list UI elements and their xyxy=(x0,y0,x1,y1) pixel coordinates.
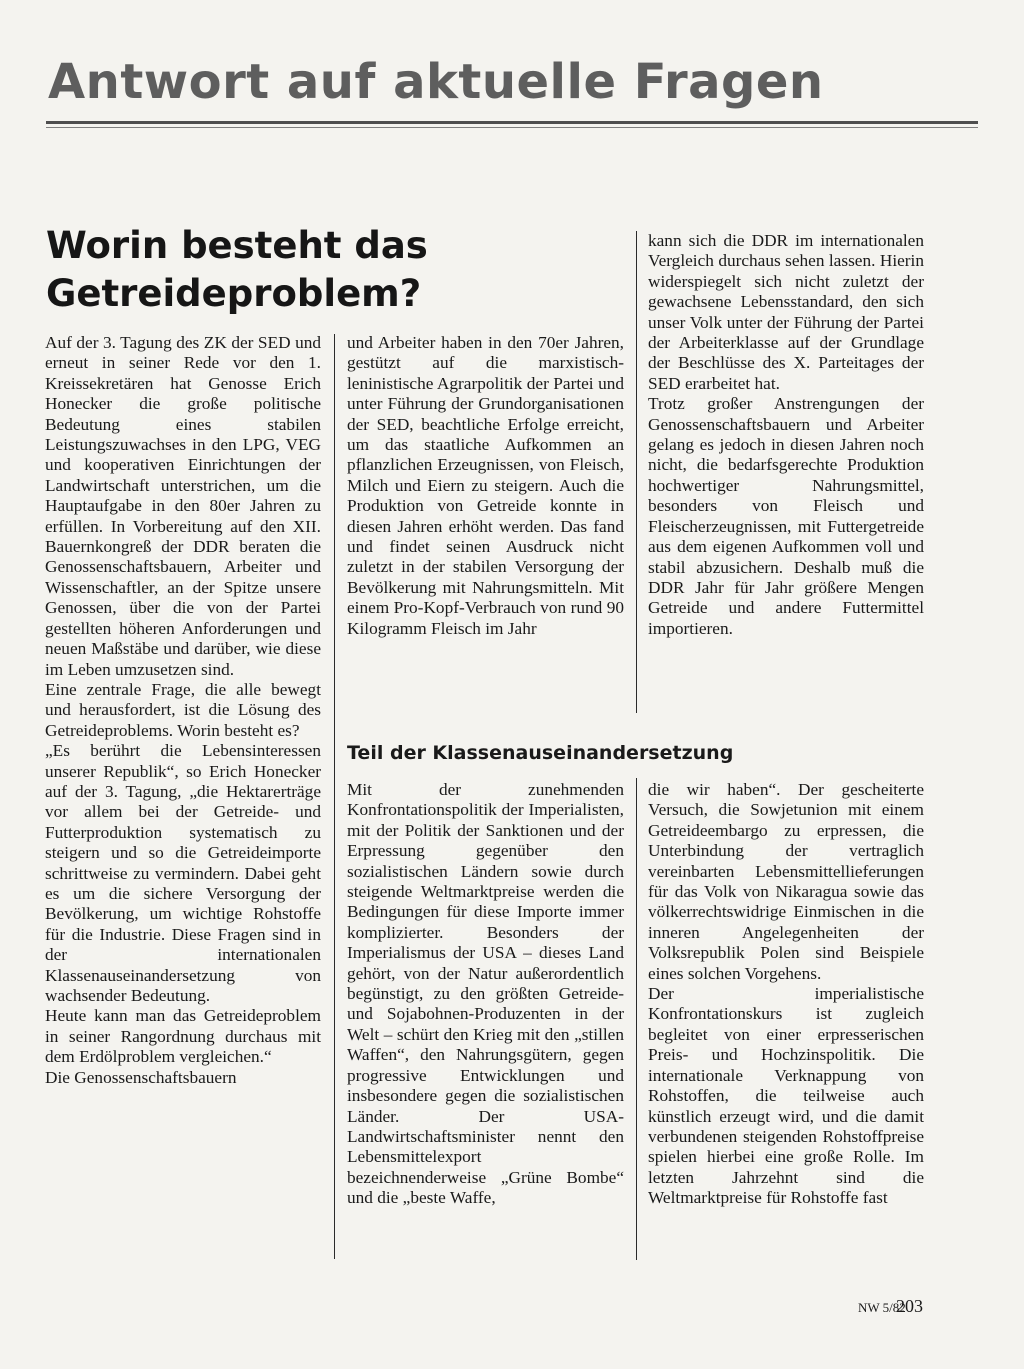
paragraph: Heute kann man das Getreideproblem in seiner Rangordnung durchaus mit dem Erdölproblem vergleichen.“ xyxy=(45,1006,321,1067)
page-number: 203 xyxy=(896,1296,923,1316)
paragraph: Auf der 3. Tagung des ZK der SED und erneut in seiner Rede vor den 1. Kreissekretären hat Genosse Erich Honecker die große politische Bedeutung eines stabilen Leistungszuwachses in den LPG, VEG und kooperativen Einrichtungen der Landwirtschaft unterstrichen, um die Hauptaufgabe in den 80er Jahren zu erfüllen. In Vorbereitung auf den XII. Bauernkongreß der DDR beraten die Genossenschaftsbauern, Arbeiter und Wissenschaftler, an der Spitze unsere Genossen, über die von der Partei gestellten höheren Anforderungen und neuen Maßstäbe und darüber, wie diese im Leben umzusetzen sind. xyxy=(45,333,321,679)
paragraph: Eine zentrale Frage, die alle bewegt und herausfordert, ist die Lösung des Getreideproblems. Worin besteht es? xyxy=(45,679,321,740)
header-rule-thin xyxy=(46,127,978,128)
paragraph: Mit der zunehmenden Konfrontationspolitik der Imperialisten, mit der Politik der Sanktionen und der Erpressung gegenüber den sozialistischen Ländern sowie durch steigende Weltmarktpreise werden die Bedingungen für diese Importe immer komplizierter. Besonders der Imperialismus der USA – dieses Land gehört, von der Natur außerordentlich begünstigt, zu den größten Getreide- und Sojabohnen-Produzenten in der Welt – schürt den Krieg mit den „stillen Waffen“, den Nahrungsgütern, gegen progressive Entwicklungen und insbesondere gegen die sozialistischen Länder. Der USA-Landwirtschaftsminister nennt den Lebensmittelexport bezeichnenderweise „Grüne Bombe“ und die „beste Waffe, xyxy=(347,780,624,1208)
column-divider xyxy=(636,231,637,713)
column-divider xyxy=(636,778,637,1260)
article-title: Worin besteht das Getreideproblem? xyxy=(46,224,428,315)
header-rule xyxy=(46,121,978,124)
paragraph: Trotz großer Anstrengungen der Genossenschaftsbauern und Arbeiter gelang es jedoch in diesen Jahren noch nicht, die bedarfsgerechte Produktion hochwertiger Nahrungsmittel, besonders von Fleisch und Fleischerzeugnissen, mit Futtergetreide aus dem eigenen Aufkommen voll und stabil abzusichern. Deshalb muß die DDR Jahr für Jahr größere Mengen Getreide und andere Futtermittel importieren. xyxy=(648,394,924,638)
paragraph: Der imperialistische Konfrontationskurs ist zugleich begleitet von einer erpresserischen Preis- und Hochzinspolitik. Die internationale Verknappung von Rohstoffen, die teilweise auch künstlich erzeugt wird, und die damit verbundenen steigenden Rohstoffpreise spielen hierbei eine große Rolle. Im letzten Jahrzehnt sind die Weltmarktpreise für Rohstoffe fast xyxy=(648,984,924,1208)
subheading: Teil der Klassenauseinandersetzung xyxy=(347,742,734,764)
paragraph: „Es berührt die Lebensinteressen unserer Republik“, so Erich Honecker auf der 3. Tagung, „die Hektarerträge vor allem bei der Getreide- und Futterproduktion systematisch zu steigern und so die Getreideimporte schrittweise zu vermindern. Dabei geht es um die sichere Versorgung der Bevölkerung, um wichtige Rohstoffe für die Industrie. Diese Fragen sind in der internationalen Klassenauseinandersetzung von wachsender Bedeutung. xyxy=(45,741,321,1005)
article-column-3-lower xyxy=(648,780,924,1209)
paragraph: kann sich die DDR im internationalen Vergleich durchaus sehen lassen. Hierin widerspiegelt sich nicht zuletzt der gewachsene Lebensstandard, den sich unser Volk unter der Führung der Partei der Arbeiterklasse auf der Grundlage der Beschlüsse des X. Parteitages der SED erarbeitet hat. xyxy=(648,231,924,393)
column-divider xyxy=(334,334,335,1259)
paragraph: und Arbeiter haben in den 70er Jahren, gestützt auf die marxistisch-leninistische Agrarpolitik der Partei und unter Führung der Grundorganisationen der SED, beachtliche Erfolge erreicht, um das staatliche Aufkommen an pflanzlichen Erzeugnissen, von Fleisch, Milch und Eiern zu steigern. Auch die Produktion von Getreide konnte in diesen Jahren erhöht werden. Das fand und findet seinen Ausdruck nicht zuletzt in der stabilen Versorgung der Bevölkerung mit Nahrungsmitteln. Mit einem Pro-Kopf-Verbrauch von rund 90 Kilogramm Fleisch im Jahr xyxy=(347,333,624,638)
article-column-2-lower xyxy=(347,780,624,1209)
paragraph: die wir haben“. Der gescheiterte Versuch, die Sowjetunion mit einem Getreideembargo zu erpressen, die Unterbindung der vertraglich vereinbarten Lebensmittellieferungen für das Volk von Nikaragua sowie das völkerrechtswidrige Einmischen in die inneren Angelegenheiten der Volksrepublik Polen sind Beispiele eines solchen Vorgehens. xyxy=(648,780,924,983)
section-title: Antwort auf aktuelle Fragen xyxy=(48,54,824,110)
article-column-2 xyxy=(347,333,624,639)
article-column-3 xyxy=(648,231,924,639)
article-column-1 xyxy=(45,333,321,1088)
issue-code: NW 5/82 xyxy=(858,1300,906,1315)
paragraph: Die Genossenschaftsbauern xyxy=(45,1067,237,1087)
